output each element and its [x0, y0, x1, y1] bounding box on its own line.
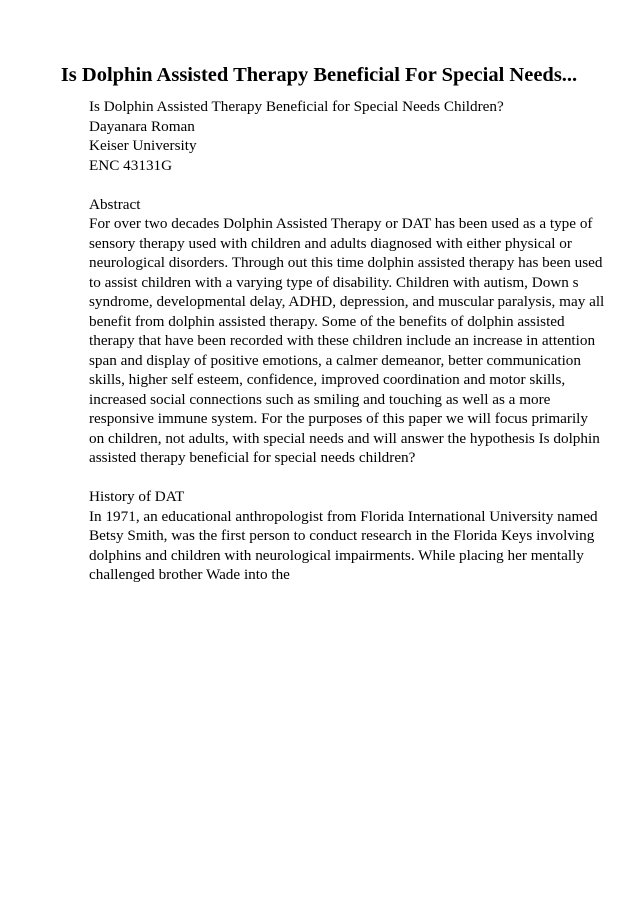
abstract-line: sensory therapy used with children and adults diagnosed with either physical or — [89, 234, 572, 252]
abstract-line: therapy that have been recorded with these children include an increase in attention — [89, 332, 596, 349]
paragraph-gap — [89, 468, 599, 488]
abstract-line: responsive immune system. For the purposes of this paper we will focus primarily — [89, 410, 588, 427]
abstract-line: skills, higher self esteem, confidence, improved coordination and motor skills, — [89, 371, 566, 388]
abstract-line: on children, not adults, with special needs and will answer the hypothesis Is dolphin — [89, 429, 600, 447]
abstract-paragraph — [89, 214, 605, 468]
history-line: Betsy Smith, was the first person to conduct research in the Florida Keys involving — [89, 527, 595, 544]
history-paragraph — [89, 507, 599, 585]
document-body — [89, 97, 605, 585]
course-code: ENC 43131G — [89, 156, 173, 174]
abstract-heading: Abstract — [89, 195, 141, 213]
history-line: challenged brother Wade into the — [89, 566, 290, 583]
paragraph-gap — [89, 175, 599, 195]
history-heading: History of DAT — [89, 488, 185, 505]
history-line: In 1971, an educational anthropologist from Florida International University named — [89, 507, 598, 525]
abstract-line: assisted therapy beneficial for special needs children? — [89, 449, 416, 466]
paper-title-line: Is Dolphin Assisted Therapy Beneficial for Special Needs Children? — [89, 98, 504, 115]
history-line: dolphins and children with neurological impairments. While placing her mentally — [89, 546, 584, 564]
abstract-line: increased social connections such as smiling and touching as well as a more — [89, 390, 551, 408]
author-name: Dayanara Roman — [89, 117, 195, 135]
document-title: Is Dolphin Assisted Therapy Beneficial For Special Needs... — [60, 64, 578, 86]
abstract-line: span and display of positive emotions, a calmer demeanor, better communication — [89, 351, 581, 369]
abstract-line: syndrome, developmental delay, ADHD, depression, and muscular paralysis, may all — [89, 293, 605, 310]
institution-name: Keiser University — [89, 137, 197, 154]
abstract-line: benefit from dolphin assisted therapy. Some of the benefits of dolphin assisted — [89, 312, 565, 330]
abstract-line: For over two decades Dolphin Assisted Therapy or DAT has been used as a type of — [89, 215, 593, 232]
abstract-line: neurological disorders. Through out this time dolphin assisted therapy has been used — [89, 254, 603, 271]
abstract-line: to assist children with a varying type of disability. Children with autism, Down s — [89, 273, 579, 291]
